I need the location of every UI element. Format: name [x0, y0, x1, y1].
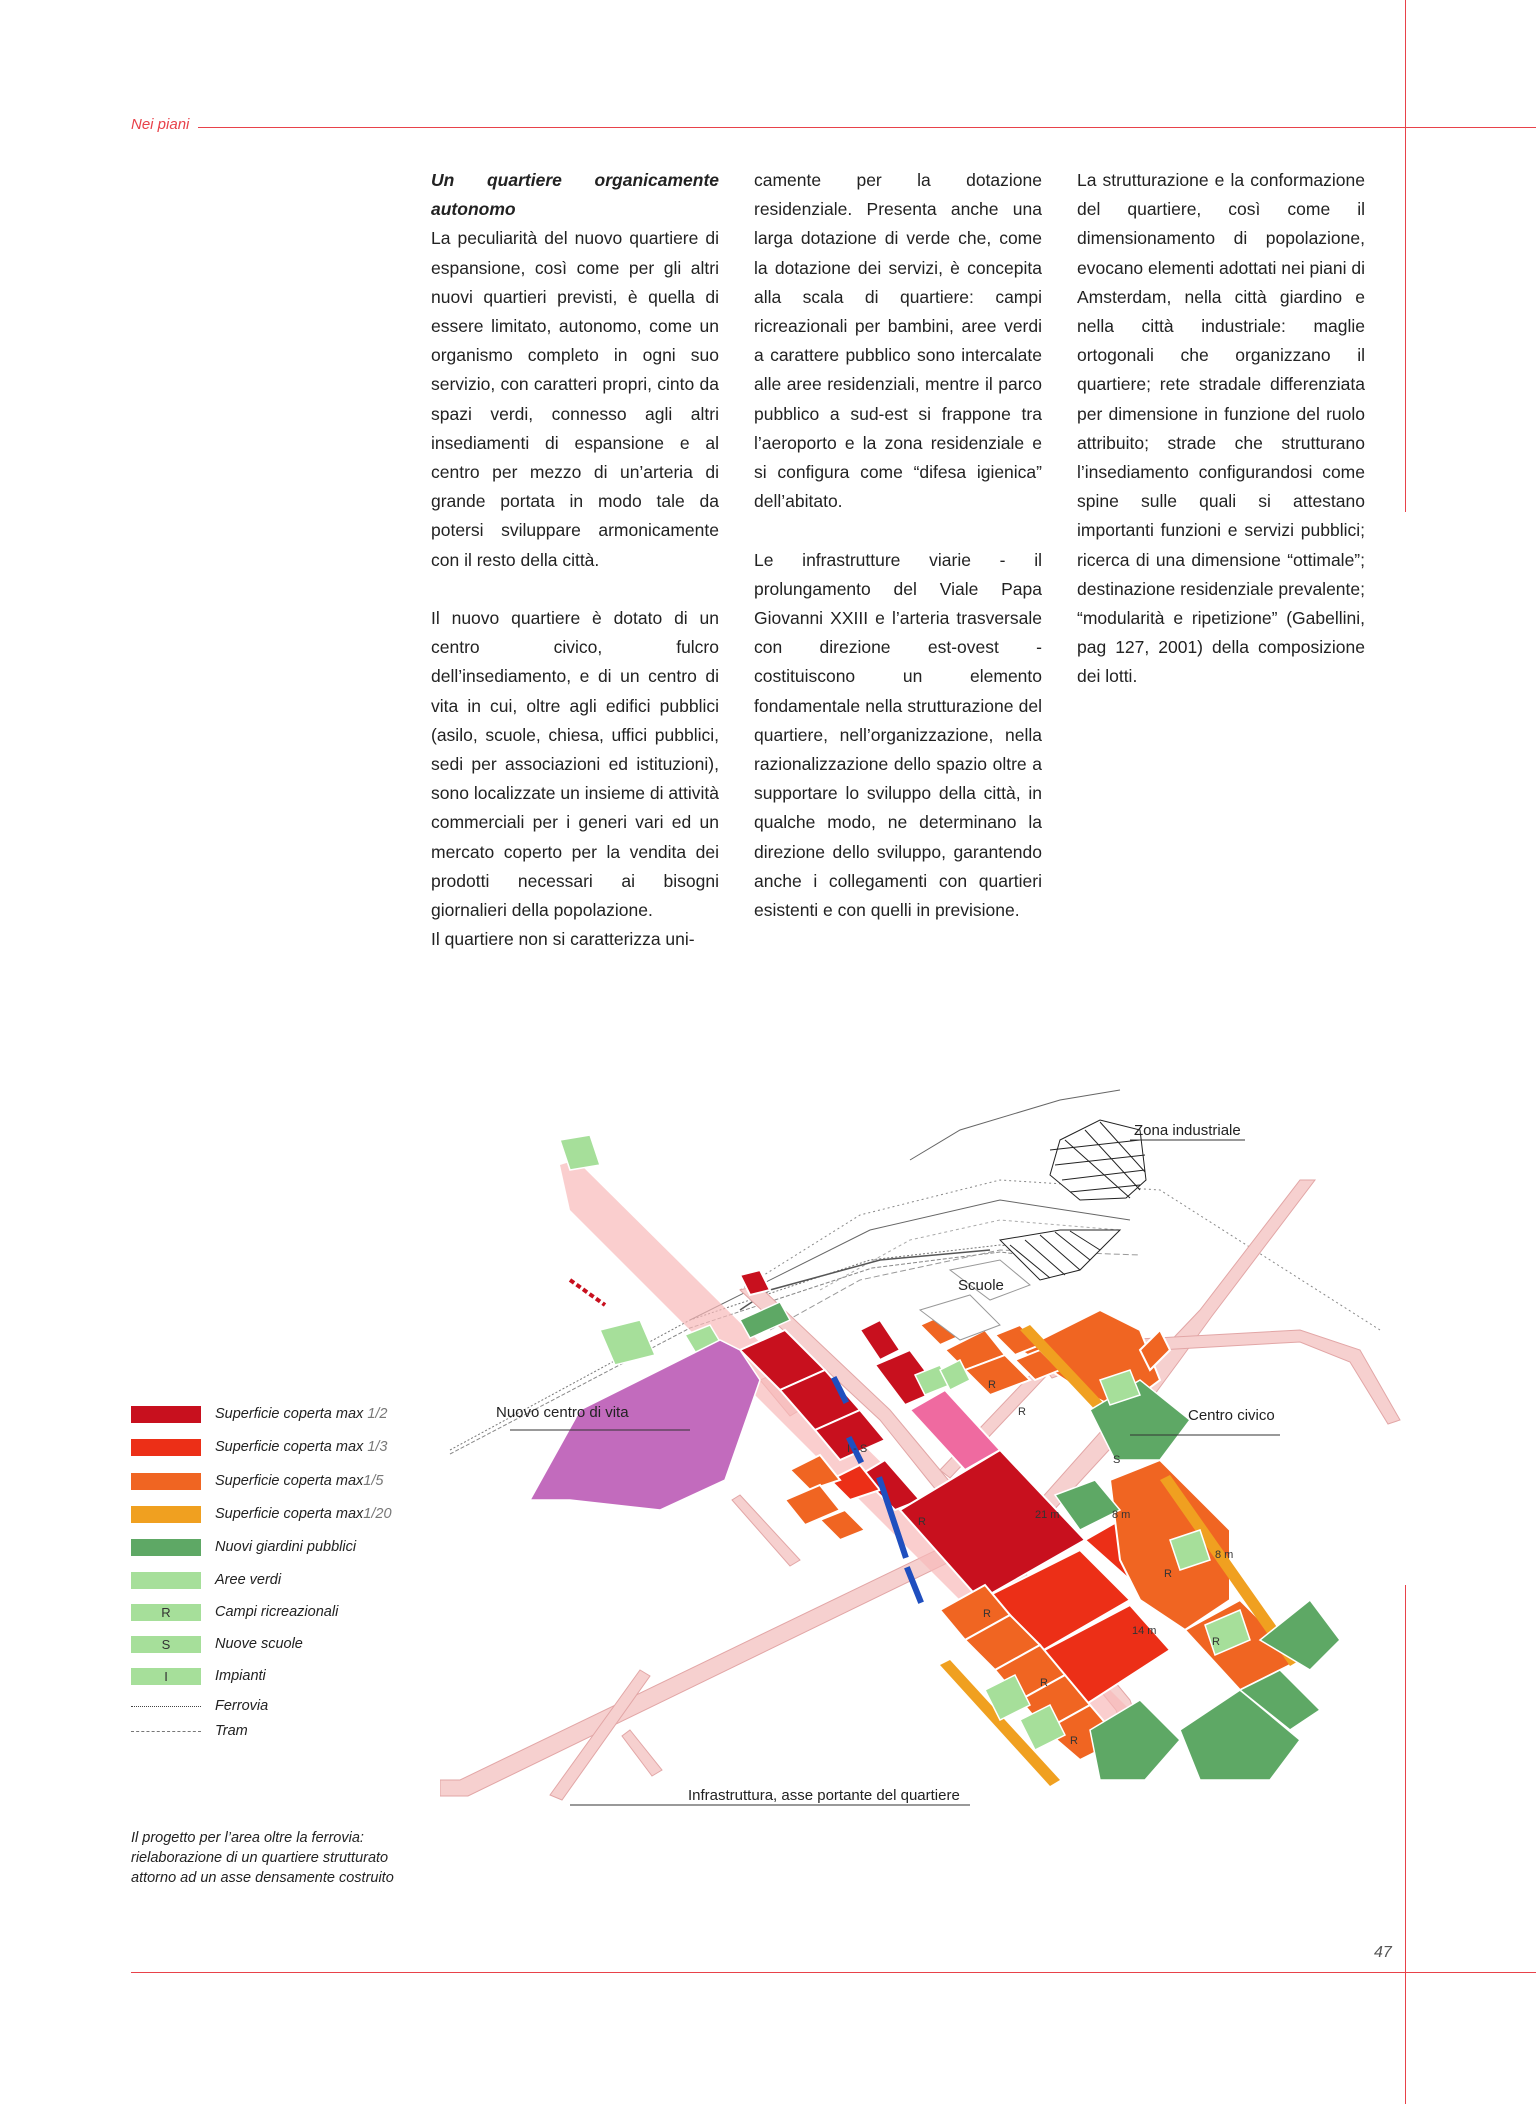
text-column-2 — [754, 166, 1042, 925]
paragraph: La peculiarità del nuovo quartiere di espansione, così come per gli altri nuovi quartieri previsti, è quella di essere limitato, autonomo, come un organismo completo in ogni suo servizio, con caratteri propri, cinto da spazi verdi, connesso agli altri insediamenti di espansione e al centro per mezzo di un’arteria di grande portata in modo tale da potersi sviluppare armonicamente con il resto della città. — [431, 228, 719, 570]
legend-item — [131, 1437, 388, 1457]
width-label-8m-outer: 8 m — [1215, 1549, 1234, 1561]
marker-r: R — [1040, 1677, 1048, 1689]
legend-swatch — [131, 1473, 201, 1490]
legend-label: Aree verdi — [215, 1572, 282, 1588]
marker-i-s: I - S — [847, 1443, 868, 1455]
tram-line-symbol — [131, 1731, 201, 1732]
infrastruttura-label: Infrastruttura, asse portante del quartiere — [688, 1787, 960, 1804]
legend-item — [131, 1721, 248, 1741]
legend-label: Ferrovia — [215, 1698, 269, 1714]
legend-label: Tram — [215, 1723, 248, 1739]
text-column-3 — [1077, 166, 1365, 692]
legend-label: Superficie coperta max — [215, 1439, 368, 1455]
width-label-14m: 14 m — [1132, 1625, 1157, 1637]
legend-label: Superficie coperta max — [215, 1406, 368, 1422]
legend-item — [131, 1570, 282, 1590]
legend-item — [131, 1696, 269, 1716]
paragraph: La strutturazione e la conformazione del quartiere, così come il dimensionamento di popolazione, evocano elementi adottati nei piani di Amsterdam, nella città giardino e nella città industriale: maglie ortogonali che organizzano il quartiere; rete stradale differenziata per dimensione in funzione del ruolo attribuito; strade che strutturano l’insediamento configurandosi come spine sulle quali si attestano importanti funzioni e servizi pubblici; ricerca di una dimensione “ottimale”; destinazione residenziale prevalente; “modularità e ripetizione” (Gabellini, pag 127, 2001) della composizione dei lotti. — [1077, 170, 1365, 687]
legend-item — [131, 1602, 339, 1622]
legend-item — [131, 1471, 384, 1491]
legend-fraction: 1/2 — [367, 1406, 388, 1422]
marker-r: R — [918, 1516, 926, 1528]
legend-item — [131, 1404, 388, 1424]
legend-swatch — [131, 1406, 201, 1423]
rail-crossing — [570, 1280, 605, 1305]
width-label-8m: 8 m — [1112, 1509, 1131, 1521]
legend-swatch: I — [131, 1668, 201, 1685]
legend-label: Nuove scuole — [215, 1636, 303, 1652]
paragraph: Le infrastrutture viarie - il prolungamento del Viale Papa Giovanni XXIII e l’arteria trasversale con direzione est-ovest - costituiscono un elemento fondamentale nella strutturazione del quartiere, nell’organizzazione, nella razionalizzazione dello spazio oltre a supportare lo sviluppo della città, in qualche modo, ne determinano la direzione dello sviluppo, garantendo anche i collegamenti con quartieri esistenti e con quelli in previsione. — [754, 549, 1042, 921]
figure-caption: Il progetto per l’area oltre la ferrovia: rielaborazione di un quartiere strutturato attorno ad un asse densamente costruito — [131, 1830, 394, 1886]
top-rule — [198, 127, 1536, 128]
centro-civico-label: Centro civico — [1188, 1407, 1275, 1424]
railway-line-symbol — [131, 1706, 201, 1707]
legend-item — [131, 1666, 266, 1686]
legend-item — [131, 1537, 357, 1557]
legend-label: Superficie coperta max — [215, 1506, 364, 1522]
text-column-1 — [431, 166, 719, 954]
width-label-21m: 21 m — [1035, 1509, 1060, 1521]
nuovo-centro-di-vita-label: Nuovo centro di vita — [496, 1404, 629, 1421]
page-number: 47 — [1374, 1944, 1392, 1961]
marker-r: R — [1070, 1735, 1078, 1747]
marker-r: R — [1164, 1568, 1172, 1580]
legend-fraction: 1/5 — [363, 1473, 384, 1489]
legend-item — [131, 1504, 392, 1524]
legend-swatch — [131, 1439, 201, 1456]
district-plan-map — [440, 1080, 1406, 1880]
legend-swatch — [131, 1506, 201, 1523]
marker-r: R — [1212, 1636, 1220, 1648]
bottom-rule — [131, 1972, 1536, 1973]
legend-swatch: R — [131, 1604, 201, 1621]
marker-s: S — [1113, 1454, 1121, 1466]
paragraph: Il quartiere non si caratterizza uni- — [431, 929, 695, 950]
right-vertical-rule-top — [1405, 0, 1406, 512]
legend-swatch: S — [131, 1636, 201, 1653]
legend-label: Campi ricreazionali — [215, 1604, 339, 1620]
legend-label: Impianti — [215, 1668, 266, 1684]
zona-industriale-label: Zona industriale — [1134, 1122, 1241, 1139]
marker-r: R — [1018, 1406, 1026, 1418]
legend-label: Nuovi giardini pubblici — [215, 1539, 357, 1555]
paragraph: Il nuovo quartiere è dotato di un centro civico, fulcro dell’insediamento, e di un centro di vita in cui, oltre agli edifici pubblici (asilo, scuole, chiesa, uffici pubblici, sedi per associazioni ed istituzioni), sono localizzate un insieme di attività commerciali per i generi vari ed un mercato coperto per la vendita dei prodotti necessari ai bisogni giornalieri della popolazione. — [431, 608, 719, 921]
legend-label: Superficie coperta max — [215, 1473, 364, 1489]
legend-swatch — [131, 1539, 201, 1556]
legend-fraction: 1/20 — [363, 1506, 392, 1522]
marker-r: R — [988, 1379, 996, 1391]
industrial-zone — [1000, 1120, 1146, 1280]
legend-item — [131, 1634, 303, 1654]
legend-swatch — [131, 1572, 201, 1589]
legend-fraction: 1/3 — [367, 1439, 388, 1455]
scuole-label: Scuole — [958, 1277, 1004, 1294]
marker-r: R — [983, 1608, 991, 1620]
paragraph: camente per la dotazione residenziale. Presenta anche una larga dotazione di verde che, come la dotazione dei servizi, è concepita alla scala di quartiere: campi ricreazionali per bambini, aree verdi a carattere pubblico sono intercalate alle aree residenziali, mentre il parco pubblico a sud-est si frappone tra l’aeroporto e la zona residenziale e si configura come “difesa igienica” dell’abitato. — [754, 170, 1042, 512]
section-heading: Un quartiere organicamente autonomo — [431, 170, 719, 220]
civic-center-area — [530, 1340, 760, 1510]
section-label: Nei piani — [131, 116, 190, 133]
